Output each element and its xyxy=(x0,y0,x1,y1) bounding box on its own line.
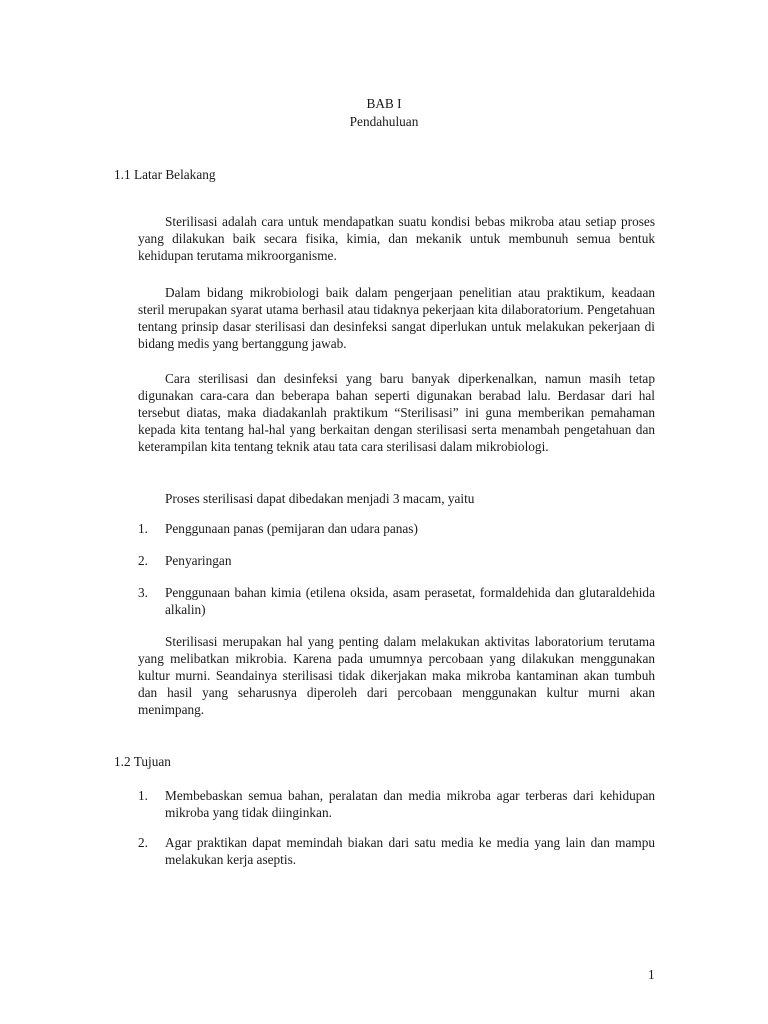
page-number: 1 xyxy=(648,967,655,982)
paragraph: Dalam bidang mikrobiologi baik dalam pengerjaan penelitian atau praktikum, keadaan steril merupakan syarat utama berhasil atau tidaknya pekerjaan kita dilaboratorium. Pengetahuan tentang prinsip dasar sterilisasi dan desinfeksi sangat diperlukan untuk melakukan pekerjaan di bidang medis yang bertanggung jawab. xyxy=(138,285,655,351)
paragraph: Cara sterilisasi dan desinfeksi yang baru banyak diperkenalkan, namun masih tetap digunakan cara-cara dan beberapa bahan seperti digunakan berabad lalu. Berdasar dari hal tersebut diatas, maka diadakanlah praktikum “Sterilisasi” ini guna memberikan pemahaman kepada kita tentang hal-hal yang berkaitan dengan sterilisasi serta menambah pengetahuan dan keterampilan kita tentang teknik atau tata cara sterilisasi dalam mikrobiologi. xyxy=(138,371,655,454)
paragraph: Sterilisasi merupakan hal yang penting dalam melakukan aktivitas laboratorium terutama yang melibatkan mikrobia. Karena pada umumnya percobaan yang dilakukan menggunakan kultur murni. Seandainya sterilisasi tidak dikerjakan maka mikroba kantaminan akan tumbuh dan hasil yang seharusnya diperoleh dari percobaan menggunakan kultur murni akan menimpang. xyxy=(138,634,655,717)
list-text: Agar praktikan dapat memindah biakan dari satu media ke media yang lain dan mampu melakukan kerja aseptis. xyxy=(165,835,655,867)
chapter-heading xyxy=(0,95,768,131)
paragraph: Sterilisasi adalah cara untuk mendapatkan suatu kondisi bebas mikroba atau setiap proses yang dilakukan baik secara fisika, kimia, dan mekanik untuk membunuh semua bentuk kehidupan terutama mikroorganisme. xyxy=(138,214,655,263)
chapter-title: Pendahuluan xyxy=(349,114,419,129)
list-item xyxy=(138,552,655,569)
chapter-label: BAB I xyxy=(366,96,402,111)
list-text: Penggunaan panas (pemijaran dan udara panas) xyxy=(165,521,418,536)
list-item xyxy=(138,520,655,537)
list-number: 1. xyxy=(138,521,148,536)
list-text: Penyaringan xyxy=(165,553,232,568)
list-number: 1. xyxy=(138,788,148,803)
list-item xyxy=(138,787,655,821)
list-number: 2. xyxy=(138,553,148,568)
list-text: Membebaskan semua bahan, peralatan dan media mikroba agar terberas dari kehidupan mikroba yang tidak diinginkan. xyxy=(165,788,655,820)
list-item xyxy=(138,584,655,618)
list-item xyxy=(138,834,655,868)
list-number: 2. xyxy=(138,835,148,850)
list-text: Penggunaan bahan kimia (etilena oksida, asam perasetat, formaldehida dan glutaraldehida alkalin) xyxy=(165,585,655,617)
list-number: 3. xyxy=(138,585,148,600)
section-heading-latar-belakang: 1.1 Latar Belakang xyxy=(114,167,216,182)
paragraph: Proses sterilisasi dapat dibedakan menjadi 3 macam, yaitu xyxy=(165,491,475,506)
section-heading-tujuan: 1.2 Tujuan xyxy=(114,754,171,769)
